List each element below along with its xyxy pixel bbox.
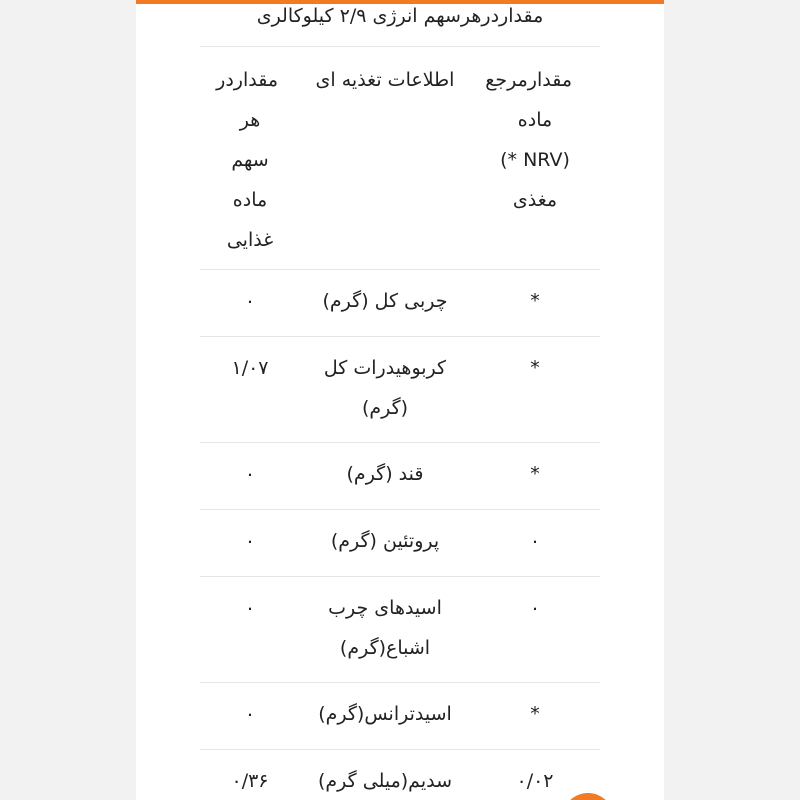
per-serving-cell: ۰	[244, 703, 256, 725]
nutrient-name-cell: اسیدترانس(گرم)	[318, 703, 452, 725]
nutrition-table	[200, 46, 600, 800]
table-row	[200, 510, 600, 577]
nutrient-name-cell: پروتئین (گرم)	[330, 530, 440, 552]
table-row	[200, 270, 600, 337]
nutrient-name-cell: کربوهیدرات کل (گرم)	[323, 357, 447, 419]
nrv-cell: ۰	[529, 530, 541, 552]
table-row	[200, 577, 600, 683]
header-per-serving: مقداردر هر سهم ماده غذایی	[216, 69, 278, 251]
energy-per-serving-title: مقداردرهرسهم انرژی ۲/۹ کیلوکالری	[256, 5, 544, 27]
table-header-row	[200, 47, 600, 270]
nrv-cell: ۰	[529, 597, 541, 619]
table-row	[200, 750, 600, 800]
per-serving-cell: ۱/۰۷	[231, 357, 269, 379]
table-row	[200, 337, 600, 443]
nrv-cell: *	[530, 463, 540, 485]
nutrition-page	[136, 0, 664, 800]
table-row	[200, 443, 600, 510]
nutrient-name-cell: سدیم(میلی گرم)	[317, 770, 453, 792]
nrv-cell: *	[530, 290, 540, 312]
nutrient-name-cell: اسیدهای چرب اشباع(گرم)	[328, 597, 442, 659]
nutrient-name-cell: قند (گرم)	[346, 463, 424, 485]
nrv-cell: ۰/۰۲	[516, 770, 554, 792]
per-serving-cell: ۰	[244, 530, 256, 552]
nrv-cell: *	[530, 357, 540, 379]
per-serving-cell: ۰	[244, 463, 256, 485]
per-serving-cell: ۰	[244, 597, 256, 619]
per-serving-cell: ۰	[244, 290, 256, 312]
header-nrv: مقدارمرجع ماده (NRV *) مغذی	[485, 69, 572, 211]
nrv-cell: *	[530, 703, 540, 725]
nutrient-name-cell: چربی کل (گرم)	[322, 290, 448, 312]
table-row	[200, 683, 600, 750]
per-serving-cell: ۰/۳۶	[231, 770, 269, 792]
header-nutrition-info: اطلاعات تغذیه ای	[315, 69, 455, 91]
